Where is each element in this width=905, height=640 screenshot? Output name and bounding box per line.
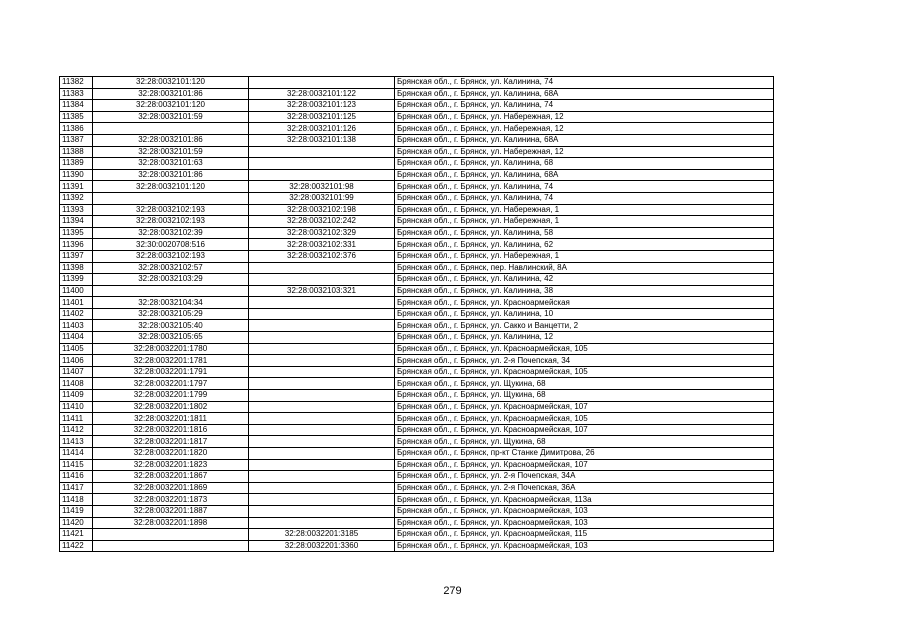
address-cell: Брянская обл., г. Брянск, ул. Красноармейская, 103 [395, 517, 774, 529]
address-cell: Брянская обл., г. Брянск, ул. Красноармейская, 107 [395, 424, 774, 436]
cadastral-number-cell: 32:28:0032103:29 [93, 274, 249, 286]
address-cell: Брянская обл., г. Брянск, ул. Набережная, 12 [395, 123, 774, 135]
table-row [60, 505, 774, 517]
parcel-cadastral-number-cell [249, 517, 395, 529]
address-cell: Брянская обл., г. Брянск, ул. Набережная, 12 [395, 111, 774, 123]
parcel-cadastral-number-cell: 32:28:0032201:3185 [249, 529, 395, 541]
registry-table-body [60, 77, 774, 552]
table-row [60, 390, 774, 402]
row-number-cell: 11421 [60, 529, 93, 541]
parcel-cadastral-number-cell [249, 274, 395, 286]
parcel-cadastral-number-cell: 32:28:0032102:376 [249, 250, 395, 262]
row-number-cell: 11398 [60, 262, 93, 274]
parcel-cadastral-number-cell [249, 471, 395, 483]
address-cell: Брянская обл., г. Брянск, ул. Щукина, 68 [395, 378, 774, 390]
parcel-cadastral-number-cell: 32:28:0032101:98 [249, 181, 395, 193]
cadastral-number-cell: 32:28:0032102:39 [93, 227, 249, 239]
cadastral-number-cell: 32:28:0032102:57 [93, 262, 249, 274]
cadastral-number-cell: 32:28:0032201:1811 [93, 413, 249, 425]
parcel-cadastral-number-cell: 32:28:0032101:125 [249, 111, 395, 123]
parcel-cadastral-number-cell [249, 146, 395, 158]
cadastral-number-cell: 32:28:0032201:1799 [93, 390, 249, 402]
parcel-cadastral-number-cell [249, 424, 395, 436]
address-cell: Брянская обл., г. Брянск, ул. Щукина, 68 [395, 390, 774, 402]
cadastral-number-cell: 32:28:0032201:1887 [93, 505, 249, 517]
parcel-cadastral-number-cell: 32:28:0032101:126 [249, 123, 395, 135]
row-number-cell: 11388 [60, 146, 93, 158]
page-number: 279 [443, 585, 462, 597]
address-cell: Брянская обл., г. Брянск, ул. Набережная, 1 [395, 250, 774, 262]
parcel-cadastral-number-cell: 32:28:0032101:123 [249, 100, 395, 112]
address-cell: Брянская обл., г. Брянск, ул. Калинина, 62 [395, 239, 774, 251]
row-number-cell: 11393 [60, 204, 93, 216]
address-cell: Брянская обл., г. Брянск, ул. Набережная, 12 [395, 146, 774, 158]
parcel-cadastral-number-cell [249, 494, 395, 506]
parcel-cadastral-number-cell [249, 436, 395, 448]
table-row [60, 378, 774, 390]
address-cell: Брянская обл., г. Брянск, ул. Калинина, 10 [395, 308, 774, 320]
parcel-cadastral-number-cell [249, 482, 395, 494]
address-cell: Брянская обл., г. Брянск, ул. Красноармейская, 107 [395, 401, 774, 413]
address-cell: Брянская обл., г. Брянск, ул. Калинина, 68 [395, 158, 774, 170]
parcel-cadastral-number-cell [249, 308, 395, 320]
parcel-cadastral-number-cell: 32:28:0032102:331 [249, 239, 395, 251]
table-row [60, 88, 774, 100]
parcel-cadastral-number-cell [249, 262, 395, 274]
row-number-cell: 11406 [60, 355, 93, 367]
row-number-cell: 11414 [60, 448, 93, 460]
table-row [60, 146, 774, 158]
row-number-cell: 11383 [60, 88, 93, 100]
cadastral-number-cell: 32:28:0032101:120 [93, 77, 249, 89]
address-cell: Брянская обл., г. Брянск, ул. Щукина, 68 [395, 436, 774, 448]
row-number-cell: 11407 [60, 366, 93, 378]
table-row [60, 413, 774, 425]
parcel-cadastral-number-cell: 32:28:0032102:242 [249, 216, 395, 228]
table-row [60, 181, 774, 193]
cadastral-number-cell: 32:30:0020708:516 [93, 239, 249, 251]
table-row [60, 262, 774, 274]
table-row [60, 239, 774, 251]
cadastral-number-cell: 32:28:0032104:34 [93, 297, 249, 309]
address-cell: Брянская обл., г. Брянск, ул. Калинина, 68А [395, 169, 774, 181]
row-number-cell: 11395 [60, 227, 93, 239]
address-cell: Брянская обл., г. Брянск, ул. 2-я Почепская, 34 [395, 355, 774, 367]
table-row [60, 343, 774, 355]
row-number-cell: 11389 [60, 158, 93, 170]
cadastral-number-cell: 32:28:0032101:86 [93, 169, 249, 181]
table-row [60, 540, 774, 552]
cadastral-number-cell: 32:28:0032101:63 [93, 158, 249, 170]
parcel-cadastral-number-cell [249, 390, 395, 402]
table-row [60, 77, 774, 89]
address-cell: Брянская обл., г. Брянск, ул. Калинина, 74 [395, 77, 774, 89]
table-row [60, 529, 774, 541]
address-cell: Брянская обл., г. Брянск, ул. Красноармейская, 105 [395, 413, 774, 425]
table-row [60, 111, 774, 123]
address-cell: Брянская обл., г. Брянск, ул. Калинина, 74 [395, 181, 774, 193]
address-cell: Брянская обл., г. Брянск, ул. Калинина, 38 [395, 285, 774, 297]
parcel-cadastral-number-cell: 32:28:0032102:198 [249, 204, 395, 216]
cadastral-number-cell: 32:28:0032105:65 [93, 332, 249, 344]
parcel-cadastral-number-cell: 32:28:0032201:3360 [249, 540, 395, 552]
parcel-cadastral-number-cell: 32:28:0032101:99 [249, 192, 395, 204]
cadastral-number-cell: 32:28:0032201:1780 [93, 343, 249, 355]
row-number-cell: 11394 [60, 216, 93, 228]
table-row [60, 123, 774, 135]
cadastral-number-cell: 32:28:0032201:1898 [93, 517, 249, 529]
table-row [60, 216, 774, 228]
parcel-cadastral-number-cell [249, 413, 395, 425]
parcel-cadastral-number-cell [249, 505, 395, 517]
row-number-cell: 11392 [60, 192, 93, 204]
row-number-cell: 11420 [60, 517, 93, 529]
table-row [60, 169, 774, 181]
cadastral-number-cell [93, 192, 249, 204]
cadastral-number-cell [93, 285, 249, 297]
row-number-cell: 11413 [60, 436, 93, 448]
cadastral-number-cell: 32:28:0032201:1816 [93, 424, 249, 436]
row-number-cell: 11382 [60, 77, 93, 89]
table-row [60, 204, 774, 216]
parcel-cadastral-number-cell [249, 158, 395, 170]
table-row [60, 320, 774, 332]
parcel-cadastral-number-cell [249, 378, 395, 390]
address-cell: Брянская обл., г. Брянск, ул. Калинина, 12 [395, 332, 774, 344]
row-number-cell: 11390 [60, 169, 93, 181]
address-cell: Брянская обл., г. Брянск, ул. Красноармейская, 105 [395, 343, 774, 355]
cadastral-number-cell: 32:28:0032101:120 [93, 181, 249, 193]
address-cell: Брянская обл., г. Брянск, ул. Калинина, 58 [395, 227, 774, 239]
parcel-cadastral-number-cell [249, 332, 395, 344]
row-number-cell: 11415 [60, 459, 93, 471]
row-number-cell: 11385 [60, 111, 93, 123]
table-row [60, 297, 774, 309]
row-number-cell: 11386 [60, 123, 93, 135]
table-row [60, 134, 774, 146]
cadastral-number-cell: 32:28:0032101:120 [93, 100, 249, 112]
table-row [60, 332, 774, 344]
table-row [60, 401, 774, 413]
row-number-cell: 11402 [60, 308, 93, 320]
cadastral-number-cell: 32:28:0032201:1869 [93, 482, 249, 494]
address-cell: Брянская обл., г. Брянск, ул. Набережная, 1 [395, 216, 774, 228]
table-row [60, 482, 774, 494]
row-number-cell: 11397 [60, 250, 93, 262]
cadastral-number-cell: 32:28:0032101:59 [93, 146, 249, 158]
row-number-cell: 11422 [60, 540, 93, 552]
row-number-cell: 11419 [60, 505, 93, 517]
cadastral-number-cell: 32:28:0032201:1781 [93, 355, 249, 367]
parcel-cadastral-number-cell [249, 297, 395, 309]
cadastral-number-cell: 32:28:0032201:1823 [93, 459, 249, 471]
parcel-cadastral-number-cell [249, 366, 395, 378]
row-number-cell: 11387 [60, 134, 93, 146]
address-cell: Брянская обл., г. Брянск, ул. 2-я Почепская, 34А [395, 471, 774, 483]
cadastral-number-cell [93, 123, 249, 135]
table-row [60, 227, 774, 239]
address-cell: Брянская обл., г. Брянск, ул. Калинина, 74 [395, 100, 774, 112]
row-number-cell: 11412 [60, 424, 93, 436]
cadastral-number-cell: 32:28:0032201:1867 [93, 471, 249, 483]
cadastral-number-cell: 32:28:0032101:59 [93, 111, 249, 123]
cadastral-number-cell [93, 529, 249, 541]
cadastral-number-cell: 32:28:0032101:86 [93, 134, 249, 146]
cadastral-number-cell: 32:28:0032101:86 [93, 88, 249, 100]
table-row [60, 192, 774, 204]
parcel-cadastral-number-cell [249, 169, 395, 181]
row-number-cell: 11417 [60, 482, 93, 494]
address-cell: Брянская обл., г. Брянск, пер. Навлинский, 8А [395, 262, 774, 274]
row-number-cell: 11396 [60, 239, 93, 251]
parcel-cadastral-number-cell [249, 448, 395, 460]
address-cell: Брянская обл., г. Брянск, ул. 2-я Почепская, 36А [395, 482, 774, 494]
table-row [60, 494, 774, 506]
row-number-cell: 11410 [60, 401, 93, 413]
table-row [60, 285, 774, 297]
row-number-cell: 11408 [60, 378, 93, 390]
cadastral-number-cell: 32:28:0032105:40 [93, 320, 249, 332]
address-cell: Брянская обл., г. Брянск, ул. Красноармейская, 103 [395, 540, 774, 552]
address-cell: Брянская обл., г. Брянск, ул. Набережная, 1 [395, 204, 774, 216]
table-row [60, 274, 774, 286]
table-row [60, 308, 774, 320]
cadastral-number-cell: 32:28:0032102:193 [93, 204, 249, 216]
address-cell: Брянская обл., г. Брянск, ул. Калинина, 68А [395, 88, 774, 100]
table-row [60, 448, 774, 460]
table-row [60, 424, 774, 436]
registry-table [59, 76, 774, 552]
address-cell: Брянская обл., г. Брянск, ул. Красноармейская, 115 [395, 529, 774, 541]
cadastral-number-cell: 32:28:0032102:193 [93, 250, 249, 262]
address-cell: Брянская обл., г. Брянск, ул. Красноармейская, 113а [395, 494, 774, 506]
table-row [60, 517, 774, 529]
row-number-cell: 11403 [60, 320, 93, 332]
address-cell: Брянская обл., г. Брянск, ул. Калинина, 74 [395, 192, 774, 204]
address-cell: Брянская обл., г. Брянск, ул. Сакко и Ванцетти, 2 [395, 320, 774, 332]
table-row [60, 100, 774, 112]
row-number-cell: 11416 [60, 471, 93, 483]
cadastral-number-cell: 32:28:0032201:1820 [93, 448, 249, 460]
parcel-cadastral-number-cell [249, 320, 395, 332]
row-number-cell: 11411 [60, 413, 93, 425]
row-number-cell: 11400 [60, 285, 93, 297]
row-number-cell: 11405 [60, 343, 93, 355]
cadastral-number-cell: 32:28:0032201:1797 [93, 378, 249, 390]
parcel-cadastral-number-cell: 32:28:0032103:321 [249, 285, 395, 297]
row-number-cell: 11401 [60, 297, 93, 309]
table-row [60, 355, 774, 367]
row-number-cell: 11384 [60, 100, 93, 112]
table-row [60, 436, 774, 448]
address-cell: Брянская обл., г. Брянск, ул. Красноармейская [395, 297, 774, 309]
cadastral-number-cell: 32:28:0032201:1817 [93, 436, 249, 448]
parcel-cadastral-number-cell [249, 343, 395, 355]
row-number-cell: 11391 [60, 181, 93, 193]
table-row [60, 471, 774, 483]
row-number-cell: 11399 [60, 274, 93, 286]
address-cell: Брянская обл., г. Брянск, пр-кт Станке Димитрова, 26 [395, 448, 774, 460]
cadastral-number-cell: 32:28:0032105:29 [93, 308, 249, 320]
row-number-cell: 11409 [60, 390, 93, 402]
parcel-cadastral-number-cell [249, 77, 395, 89]
parcel-cadastral-number-cell [249, 459, 395, 471]
table-row [60, 250, 774, 262]
parcel-cadastral-number-cell: 32:28:0032102:329 [249, 227, 395, 239]
row-number-cell: 11418 [60, 494, 93, 506]
address-cell: Брянская обл., г. Брянск, ул. Красноармейская, 105 [395, 366, 774, 378]
parcel-cadastral-number-cell [249, 355, 395, 367]
cadastral-number-cell: 32:28:0032201:1791 [93, 366, 249, 378]
table-row [60, 459, 774, 471]
cadastral-number-cell: 32:28:0032102:193 [93, 216, 249, 228]
parcel-cadastral-number-cell: 32:28:0032101:138 [249, 134, 395, 146]
table-row [60, 366, 774, 378]
address-cell: Брянская обл., г. Брянск, ул. Красноармейская, 103 [395, 505, 774, 517]
cadastral-number-cell: 32:28:0032201:1873 [93, 494, 249, 506]
parcel-cadastral-number-cell: 32:28:0032101:122 [249, 88, 395, 100]
row-number-cell: 11404 [60, 332, 93, 344]
address-cell: Брянская обл., г. Брянск, ул. Калинина, 42 [395, 274, 774, 286]
cadastral-number-cell [93, 540, 249, 552]
table-row [60, 158, 774, 170]
parcel-cadastral-number-cell [249, 401, 395, 413]
cadastral-number-cell: 32:28:0032201:1802 [93, 401, 249, 413]
address-cell: Брянская обл., г. Брянск, ул. Красноармейская, 107 [395, 459, 774, 471]
address-cell: Брянская обл., г. Брянск, ул. Калинина, 68А [395, 134, 774, 146]
